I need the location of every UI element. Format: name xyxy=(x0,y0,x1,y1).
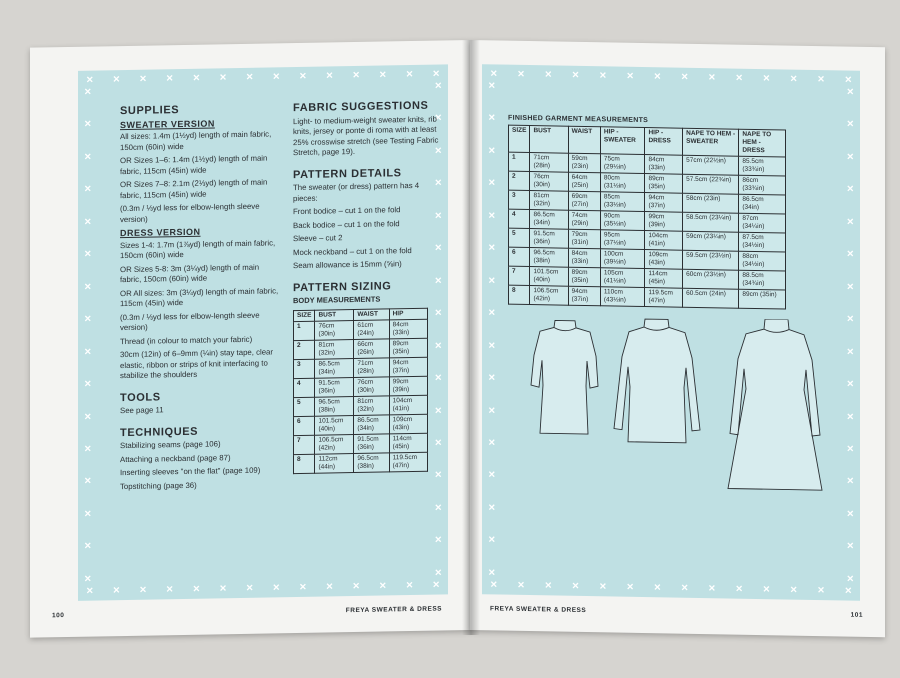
finished-measurement-cell: 86.5cm (34in) xyxy=(530,210,568,230)
body-measurement-cell: 94cm (37in) xyxy=(389,357,427,377)
supply-line: OR Sizes 5-8: 3m (3¼yd) length of main fabric, 150cm (60in) wide xyxy=(120,262,260,285)
finished-measurement-cell: 91.5cm (36in) xyxy=(530,229,568,249)
dress-sketch xyxy=(728,319,822,491)
finished-measurement-cell: 81cm (32in) xyxy=(530,191,568,211)
body-measurement-cell: 81cm (32in) xyxy=(315,339,354,359)
technique-line: Topstitching (page 36) xyxy=(120,480,197,491)
cross-border-bottom: ✕ ✕ ✕ ✕ ✕ ✕ ✕ ✕ ✕ ✕ ✕ ✕ ✕ ✕ xyxy=(490,579,852,596)
finished-measurement-cell: 95cm (37½in) xyxy=(600,230,645,250)
finished-measurement-cell: 8 xyxy=(509,285,530,304)
finished-measurement-cell: 90cm (35½in) xyxy=(600,211,645,231)
finished-measurement-cell: 60cm (23½in) xyxy=(683,269,739,289)
supply-line: OR Sizes 1–6: 1.4m (1½yd) length of main fabric, 115cm (45in) wide xyxy=(120,153,268,176)
finished-measurement-cell: 57.5cm (22¾in) xyxy=(683,174,739,194)
detail-line: Seam allowance is 15mm (⅝in) xyxy=(293,259,402,271)
supply-line: 30cm (12in) of 6–9mm (¼in) stay tape, clear elastic, ribbon or strips of knit interfacing to stabilize the shoulders xyxy=(120,347,273,381)
fabric-text: Light- to medium-weight sweater knits, rib knits, jersey or ponte di roma with at least 25% crosswise stretch (see Testing Fabric Stretch, page 19). xyxy=(293,114,439,158)
finished-measurement-column-header: NAPE TO HEM - SWEATER xyxy=(683,128,739,156)
finished-measurement-cell: 119.5cm (47in) xyxy=(645,288,683,308)
supply-line: (0.3m / ⅓yd less for elbow-length sleeve version) xyxy=(120,310,260,333)
finished-measurement-cell: 85cm (33½in) xyxy=(600,192,645,212)
finished-measurement-cell: 59.5cm (23½in) xyxy=(683,250,739,270)
finished-measurements-table xyxy=(508,125,786,310)
finished-measurement-column-header: NAPE TO HEM - DRESS xyxy=(739,129,786,157)
body-measurement-cell: 101.5cm (40in) xyxy=(315,415,354,435)
technique-line: Inserting sleeves "on the flat" (page 109) xyxy=(120,465,261,478)
body-measurement-cell: 91.5cm (36in) xyxy=(354,433,389,453)
finished-measurement-cell: 64cm (25in) xyxy=(568,172,600,192)
body-measurement-cell: 104cm (41in) xyxy=(389,395,427,415)
body-measurement-cell: 8 xyxy=(294,454,315,473)
body-measurement-column-header: SIZE xyxy=(294,310,315,321)
finished-measurement-cell: 71cm (28in) xyxy=(530,153,568,173)
finished-measurement-cell: 2 xyxy=(509,171,530,190)
finished-measurement-cell: 58cm (23in) xyxy=(683,193,739,213)
detail-line: Sleeve – cut 2 xyxy=(293,233,343,244)
finished-measurement-cell: 114cm (45in) xyxy=(645,269,683,289)
finished-measurement-cell: 86.5cm (34in) xyxy=(739,194,786,214)
technique-line: Stabilizing seams (page 106) xyxy=(120,439,221,451)
finished-measurement-cell: 89cm (35in) xyxy=(739,289,786,309)
body-measurement-row xyxy=(294,433,428,454)
finished-measurement-cell: 88cm (34½in) xyxy=(739,251,786,271)
body-measurement-cell: 4 xyxy=(294,378,315,397)
finished-measurement-cell: 74cm (29in) xyxy=(568,210,600,230)
finished-measurement-cell: 100cm (39½in) xyxy=(600,249,645,269)
cross-border-top: ✕ ✕ ✕ ✕ ✕ ✕ ✕ ✕ ✕ ✕ ✕ ✕ ✕ ✕ xyxy=(86,68,440,85)
open-book xyxy=(30,40,885,640)
cross-border-bottom: ✕ ✕ ✕ ✕ ✕ ✕ ✕ ✕ ✕ ✕ ✕ ✕ ✕ ✕ xyxy=(86,579,440,596)
tools-line: See page 11 xyxy=(120,405,164,416)
fabric-heading: FABRIC SUGGESTIONS xyxy=(293,99,429,115)
body-measurement-cell: 1 xyxy=(294,321,315,340)
finished-measurement-column-header: HIP - SWEATER xyxy=(600,127,645,155)
finished-measurement-column-header: WAIST xyxy=(568,126,600,154)
body-measurement-cell: 109cm (43in) xyxy=(389,414,427,434)
body-measurement-cell: 106.5cm (42in) xyxy=(315,434,354,454)
body-measurement-cell: 7 xyxy=(294,435,315,454)
finished-measurement-cell: 106.5cm (42in) xyxy=(530,286,568,306)
supply-line: OR Sizes 7–8: 2.1m (2⅓yd) length of main fabric, 115cm (45in) wide xyxy=(120,177,268,200)
body-measurement-cell: 84cm (33in) xyxy=(389,319,427,339)
finished-measurement-cell: 79cm (31in) xyxy=(568,229,600,249)
pattern-sizing-heading: PATTERN SIZING xyxy=(293,279,392,294)
body-measurement-row xyxy=(294,395,428,416)
body-measurement-column-header: BUST xyxy=(315,309,354,321)
finished-measurement-cell: 87.5cm (34½in) xyxy=(739,232,786,252)
body-measurement-cell: 76cm (30in) xyxy=(315,320,354,340)
right-page xyxy=(470,40,885,637)
supplies-heading: SUPPLIES xyxy=(120,104,180,118)
body-measurement-cell: 86.5cm (34in) xyxy=(315,358,354,378)
body-measurement-cell: 114cm (45in) xyxy=(389,433,427,453)
finished-measurement-cell: 1 xyxy=(509,152,530,171)
body-measurement-cell: 91.5cm (36in) xyxy=(315,377,354,397)
finished-measurement-cell: 101.5cm (40in) xyxy=(530,267,568,287)
tools-heading: TOOLS xyxy=(120,390,161,404)
detail-line: Front bodice – cut 1 on the fold xyxy=(293,205,401,217)
finished-measurement-cell: 105cm (41½in) xyxy=(600,268,645,288)
left-panel xyxy=(78,64,448,600)
detail-line: Back bodice – cut 1 on the fold xyxy=(293,218,400,230)
body-measurement-cell: 99cm (39in) xyxy=(389,376,427,396)
finished-measurement-cell: 58.5cm (23¼in) xyxy=(683,212,739,232)
technique-line: Attaching a neckband (page 87) xyxy=(120,452,231,464)
finished-measurement-cell: 57cm (22½in) xyxy=(683,155,739,175)
body-measurement-row xyxy=(294,319,428,340)
finished-measurement-cell: 86cm (33¾in) xyxy=(739,175,786,195)
right-page-number: 101 xyxy=(850,611,863,619)
body-measurement-cell: 76cm (30in) xyxy=(354,376,389,396)
finished-measurement-cell: 69cm (27in) xyxy=(568,191,600,211)
finished-measurement-cell: 59cm (23in) xyxy=(568,153,600,173)
finished-measurement-cell: 99cm (39in) xyxy=(645,212,683,232)
detail-line: Mock neckband – cut 1 on the fold xyxy=(293,245,412,257)
finished-measurement-cell: 104cm (41in) xyxy=(645,231,683,251)
body-measurement-cell: 5 xyxy=(294,397,315,416)
sweater-long-sleeve-sketch xyxy=(614,319,700,444)
body-measurement-row xyxy=(294,452,428,473)
body-measurement-row xyxy=(294,414,428,435)
finished-measurement-cell: 94cm (37in) xyxy=(645,193,683,213)
body-measurement-cell: 89cm (35in) xyxy=(389,338,427,358)
finished-measurement-cell: 87cm (34¼in) xyxy=(739,213,786,233)
book-gutter xyxy=(462,40,480,635)
pattern-details-heading: PATTERN DETAILS xyxy=(293,166,402,181)
body-measurement-cell: 2 xyxy=(294,340,315,359)
left-column xyxy=(120,103,280,495)
body-measurement-cell: 112cm (44in) xyxy=(315,453,354,473)
cross-border-top: ✕ ✕ ✕ ✕ ✕ ✕ ✕ ✕ ✕ ✕ ✕ ✕ ✕ ✕ xyxy=(490,68,852,85)
right-panel xyxy=(482,64,860,601)
finished-measurement-cell: 96.5cm (38in) xyxy=(530,248,568,268)
finished-measurement-cell: 89cm (35in) xyxy=(645,174,683,194)
body-measurement-cell: 66cm (26in) xyxy=(354,338,389,358)
dress-version-heading: DRESS VERSION xyxy=(120,226,201,239)
body-measurement-cell: 6 xyxy=(294,416,315,435)
body-measurement-cell: 3 xyxy=(294,359,315,378)
cross-border-right: ✕ ✕ ✕ ✕ ✕ ✕ ✕ ✕ ✕ ✕ ✕ ✕ ✕ ✕ ✕ ✕ xyxy=(846,86,854,584)
finished-measurement-cell: 7 xyxy=(509,266,530,285)
sweater-elbow-sleeve-sketch xyxy=(531,320,598,434)
finished-measurement-cell: 110cm (43½in) xyxy=(600,287,645,307)
finished-measurement-row xyxy=(509,285,786,309)
supply-line: Sizes 1-4: 1.7m (1⅞yd) length of main fabric, 150cm (60in) wide xyxy=(120,237,276,261)
left-page xyxy=(30,40,470,638)
body-measurement-cell: 96.5cm (38in) xyxy=(354,452,389,472)
supply-line: OR All sizes: 3m (3¼yd) length of main fabric, 115cm (45in) wide xyxy=(120,285,279,309)
cross-border-left: ✕ ✕ ✕ ✕ ✕ ✕ ✕ ✕ ✕ ✕ ✕ ✕ ✕ ✕ ✕ ✕ xyxy=(84,86,92,584)
finished-measurement-cell: 76cm (30in) xyxy=(530,172,568,192)
finished-measurement-cell: 75cm (29½in) xyxy=(600,154,645,174)
body-measurement-column-header: HIP xyxy=(389,308,427,320)
finished-measurement-column-header: HIP - DRESS xyxy=(645,128,683,156)
finished-measurement-cell: 88.5cm (34¾in) xyxy=(739,270,786,290)
left-page-number: 100 xyxy=(52,612,65,620)
detail-line: The sweater (or dress) pattern has 4 pieces: xyxy=(293,180,420,203)
right-column xyxy=(293,100,443,473)
finished-measurement-cell: 89cm (35in) xyxy=(568,267,600,287)
cross-border-left: ✕ ✕ ✕ ✕ ✕ ✕ ✕ ✕ ✕ ✕ ✕ ✕ ✕ ✕ ✕ ✕ xyxy=(488,80,496,578)
finished-measurement-cell: 59cm (23¼in) xyxy=(683,231,739,251)
body-measurement-row xyxy=(294,338,428,359)
garment-sketches xyxy=(510,315,830,501)
supply-line: Thread (in colour to match your fabric) xyxy=(120,334,253,346)
body-measurement-cell: 71cm (28in) xyxy=(354,357,389,377)
body-measurements-title: BODY MEASUREMENTS xyxy=(293,294,381,306)
body-measurement-column-header: WAIST xyxy=(354,308,389,320)
finished-measurement-cell: 84cm (33in) xyxy=(645,155,683,175)
body-measurements-table xyxy=(293,307,428,473)
body-measurement-cell: 96.5cm (38in) xyxy=(315,396,354,416)
supply-line: (0.3m / ⅓yd less for elbow-length sleeve version) xyxy=(120,201,260,224)
right-running-title: FREYA SWEATER & DRESS xyxy=(490,605,587,615)
techniques-heading: TECHNIQUES xyxy=(120,425,199,439)
finished-measurement-column-header: BUST xyxy=(530,126,568,154)
cross-border-right: ✕ ✕ ✕ ✕ ✕ ✕ ✕ ✕ ✕ ✕ ✕ ✕ ✕ ✕ ✕ ✕ xyxy=(434,80,442,578)
finished-measurement-cell: 109cm (43in) xyxy=(645,250,683,270)
finished-measurement-cell: 3 xyxy=(509,190,530,209)
body-measurement-row xyxy=(294,376,428,397)
body-measurement-cell: 86.5cm (34in) xyxy=(354,414,389,434)
body-measurement-row xyxy=(294,357,428,378)
body-measurement-cell: 81cm (32in) xyxy=(354,395,389,415)
finished-measurement-cell: 94cm (37in) xyxy=(568,286,600,306)
finished-measurement-cell: 80cm (31½in) xyxy=(600,173,645,193)
body-measurement-cell: 119.5cm (47in) xyxy=(389,452,427,472)
finished-measurement-cell: 5 xyxy=(509,228,530,247)
finished-measurement-cell: 85.5cm (33¾in) xyxy=(739,156,786,176)
finished-measurement-cell: 6 xyxy=(509,247,530,266)
supply-line: All sizes: 1.4m (1½yd) length of main fabric, 150cm (60in) wide xyxy=(120,129,272,152)
finished-measurements-title: FINISHED GARMENT MEASUREMENTS xyxy=(508,114,649,125)
body-measurement-cell: 61cm (24in) xyxy=(354,319,389,339)
sweater-version-heading: SWEATER VERSION xyxy=(120,117,215,130)
finished-measurement-cell: 60.5cm (24in) xyxy=(683,288,739,308)
finished-measurement-cell: 4 xyxy=(509,209,530,228)
finished-measurement-column-header: SIZE xyxy=(509,125,530,152)
left-running-title: FREYA SWEATER & DRESS xyxy=(345,605,442,615)
finished-measurement-cell: 84cm (33in) xyxy=(568,248,600,268)
